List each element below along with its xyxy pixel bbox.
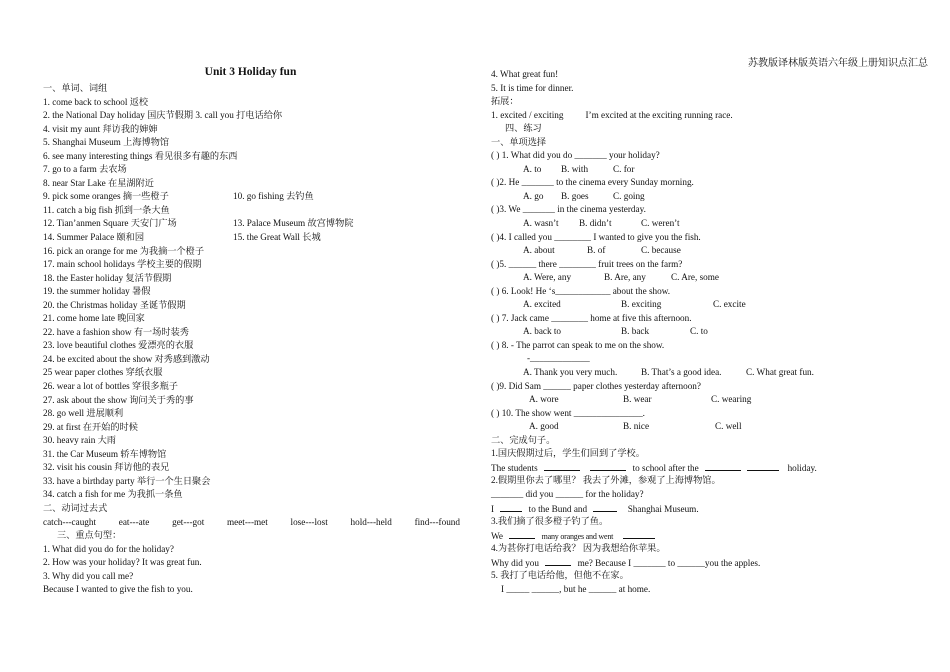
vocab-phrase: 27. ask about the show 询问关于秀的事 bbox=[43, 394, 194, 405]
mc-question: ( )4. I called you ________ I wanted to give you the fish. bbox=[491, 231, 701, 242]
vocab-item bbox=[43, 326, 473, 340]
answer-blank[interactable] bbox=[544, 461, 580, 471]
vocab-item bbox=[43, 109, 473, 123]
vocab-item bbox=[43, 339, 473, 353]
section-heading-sentences: 三、重点句型： bbox=[57, 530, 122, 541]
vocab-item bbox=[43, 475, 473, 489]
complete-q2-en: _______ did you ______ for the holiday? bbox=[491, 488, 644, 499]
sentence-part: holiday. bbox=[787, 462, 817, 473]
vocab-phrase: 14. Summer Palace 颐和园 bbox=[43, 232, 145, 243]
vocab-item bbox=[43, 204, 473, 218]
vocab-phrase: 13. Palace Museum 故宫博物院 bbox=[233, 218, 354, 229]
vocab-item bbox=[43, 312, 473, 326]
sentence-part: The students bbox=[491, 462, 538, 473]
answer-blank[interactable] bbox=[509, 529, 535, 539]
vocab-item bbox=[43, 245, 473, 259]
vocab-phrase: 19. the summer holiday 暑假 bbox=[43, 286, 151, 297]
complete-heading: 二、完成句子。 bbox=[491, 434, 556, 445]
mc-question: ( )9. Did Sam ______ paper clothes yesterday afternoon? bbox=[491, 380, 701, 391]
vocab-phrase: 22. have a fashion show 有一场时装秀 bbox=[43, 326, 189, 337]
vocab-phrase: 31. the Car Museum 轿车博物馆 bbox=[43, 448, 167, 459]
mc-option[interactable]: A. excited bbox=[523, 299, 561, 310]
answer-blank[interactable] bbox=[593, 502, 617, 512]
vocab-phrase: 1. come back to school 返校 bbox=[43, 96, 149, 107]
vocab-phrase: 4. visit my aunt 拜访我的婶婶 bbox=[43, 123, 158, 134]
vocab-phrase: 32. visit his cousin 拜访他的表兄 bbox=[43, 462, 170, 473]
vocab-item bbox=[43, 136, 473, 150]
mc-option[interactable]: C. weren’t bbox=[641, 218, 680, 229]
mc-options bbox=[491, 217, 931, 231]
vocab-phrase: 10. go fishing 去钓鱼 bbox=[233, 191, 314, 202]
vocab-item bbox=[43, 353, 473, 367]
vocab-item bbox=[43, 407, 473, 421]
multiple-choice-list bbox=[491, 149, 931, 433]
mc-option[interactable]: A. Thank you very much. bbox=[523, 367, 618, 378]
vocab-item bbox=[43, 123, 473, 137]
mc-option[interactable]: B. wear bbox=[623, 394, 652, 405]
mc-question: ( )3. We _______ in the cinema yesterday. bbox=[491, 204, 646, 215]
vocab-phrase: 9. pick some oranges 摘一些橙子 bbox=[43, 191, 169, 202]
mc-option[interactable]: C. What great fun. bbox=[746, 367, 814, 378]
vocab-phrase: 17. main school holidays 学校主要的假期 bbox=[43, 259, 202, 270]
vocab-phrase: 6. see many interesting things 看见很多有趣的东西 bbox=[43, 150, 238, 161]
verb-forms-row bbox=[43, 516, 460, 530]
mc-option[interactable]: C. going bbox=[613, 190, 645, 201]
sentence-part: Shanghai Museum. bbox=[627, 503, 699, 514]
vocab-item bbox=[43, 488, 473, 502]
vocab-phrase: 29. at first 在开始的时候 bbox=[43, 421, 138, 432]
vocab-phrase: 30. heavy rain 大雨 bbox=[43, 435, 116, 446]
complete-q4-cn: 4.为甚你打电话给我？ 因为我想给你苹果。 bbox=[491, 543, 666, 554]
mc-option[interactable]: C. wearing bbox=[711, 394, 752, 405]
mc-option[interactable]: B. of bbox=[587, 245, 606, 256]
vocab-item bbox=[43, 448, 473, 462]
mc-option[interactable]: B. That’s a good idea. bbox=[641, 367, 722, 378]
verb-past-form: eat---ate bbox=[118, 516, 150, 527]
verb-past-form: get---got bbox=[172, 516, 205, 527]
mc-option[interactable]: A. wore bbox=[529, 394, 559, 405]
mc-option[interactable]: A. go bbox=[523, 190, 544, 201]
vocab-item bbox=[43, 163, 473, 177]
vocab-item bbox=[43, 366, 473, 380]
vocab-item bbox=[43, 150, 473, 164]
mc-question: ( )2. He _______ to the cinema every Sunday morning. bbox=[491, 177, 694, 188]
complete-q4-en bbox=[491, 556, 931, 570]
vocab-phrase: 34. catch a fish for me 为我抓一条鱼 bbox=[43, 489, 183, 500]
mc-option[interactable]: A. wasn’t bbox=[523, 218, 559, 229]
verb-past-form: find---found bbox=[414, 516, 460, 527]
answer-blank[interactable] bbox=[590, 461, 626, 471]
vocab-phrase: 18. the Easter holiday 复活节假期 bbox=[43, 272, 172, 283]
mc-option[interactable]: B. back bbox=[621, 326, 650, 337]
sentence-part: We bbox=[491, 530, 504, 541]
vocab-phrase: 2. the National Day holiday 国庆节假期 3. call you 打电话给你 bbox=[43, 110, 283, 121]
key-sentence: 2. How was your holiday? It was great fun. bbox=[43, 557, 202, 568]
mc-option[interactable]: B. didn’t bbox=[579, 218, 612, 229]
key-sentence: 1. What did you do for the holiday? bbox=[43, 543, 174, 554]
mc-options bbox=[491, 420, 931, 434]
sentence-part: me? Because I _______ to ______you the apples. bbox=[577, 557, 761, 568]
vocab-item bbox=[43, 285, 473, 299]
complete-q1-en bbox=[491, 461, 931, 475]
mc-options bbox=[491, 366, 931, 380]
answer-blank[interactable] bbox=[747, 461, 779, 471]
vocab-list bbox=[43, 96, 473, 502]
verb-past-form: meet---met bbox=[226, 516, 268, 527]
vocab-phrase: 21. come home late 晚回家 bbox=[43, 313, 145, 324]
vocab-item bbox=[43, 461, 473, 475]
extend-line bbox=[491, 109, 931, 123]
mc-question: ( )5. ______ there ________ fruit trees on the farm? bbox=[491, 258, 683, 269]
vocab-item bbox=[43, 217, 473, 231]
vocab-phrase: 26. wear a lot of bottles 穿很多瓶子 bbox=[43, 381, 178, 392]
sentence-part: many oranges and went bbox=[541, 531, 614, 541]
vocab-item bbox=[43, 394, 473, 408]
vocab-item bbox=[43, 258, 473, 272]
vocab-phrase: 20. the Christmas holiday 圣诞节假期 bbox=[43, 299, 186, 310]
complete-q3-en bbox=[491, 529, 931, 543]
vocab-phrase: 11. catch a big fish 抓到一条大鱼 bbox=[43, 204, 170, 215]
vocab-item bbox=[43, 434, 473, 448]
vocab-phrase: 28. go well 进展顺利 bbox=[43, 408, 124, 419]
vocab-phrase: 7. go to a farm 去农场 bbox=[43, 164, 127, 175]
complete-q5-cn: 5. 我打了电话给他，但他不在家。 bbox=[491, 570, 629, 581]
verb-past-form: hold---held bbox=[350, 516, 392, 527]
section-heading-verbs: 二、动词过去式 bbox=[43, 502, 108, 513]
complete-q5-en: I _____ ______, but he ______ at home. bbox=[501, 583, 651, 594]
mc-response-blank: -_____________ bbox=[527, 353, 590, 364]
vocab-phrase: 12. Tian’anmen Square 天安门广场 bbox=[43, 218, 177, 229]
mc-question: ( ) 10. The show went _______________. bbox=[491, 407, 645, 418]
key-sentence: Because I wanted to give the fish to you. bbox=[43, 584, 193, 595]
vocab-phrase: 15. the Great Wall 长城 bbox=[233, 232, 321, 243]
answer-blank[interactable] bbox=[705, 461, 741, 471]
vocab-item bbox=[43, 177, 473, 191]
mc-option[interactable]: B. nice bbox=[623, 421, 650, 432]
mc-options bbox=[491, 298, 931, 312]
mc-option[interactable]: A. good bbox=[529, 421, 559, 432]
extend-example: I’m excited at the exciting running race. bbox=[585, 109, 733, 120]
mc-option[interactable]: C. excite bbox=[713, 299, 746, 310]
vocab-item bbox=[43, 190, 473, 204]
vocab-phrase: 24. be excited about the show 对秀感到激动 bbox=[43, 353, 210, 364]
answer-blank[interactable] bbox=[623, 529, 655, 539]
vocab-item bbox=[43, 299, 473, 313]
mc-option[interactable]: C. because bbox=[641, 245, 681, 256]
extend-heading: 拓展： bbox=[491, 96, 519, 107]
vocab-item bbox=[43, 421, 473, 435]
mc-option[interactable]: A. to bbox=[523, 163, 542, 174]
vocab-phrase: 23. love beautiful clothes 爱漂亮的衣服 bbox=[43, 340, 194, 351]
answer-blank[interactable] bbox=[500, 502, 522, 512]
mc-heading: 一、单项选择 bbox=[491, 136, 547, 147]
mc-options bbox=[491, 244, 931, 258]
mc-option[interactable]: B. Are, any bbox=[604, 272, 646, 283]
mc-option[interactable]: B. exciting bbox=[621, 299, 662, 310]
page-header: 苏教版译林版英语六年级上册知识点汇总 bbox=[748, 58, 928, 69]
sentence-part: Why did you bbox=[491, 557, 539, 568]
vocab-phrase: 5. Shanghai Museum 上海博物馆 bbox=[43, 137, 170, 148]
mc-option[interactable]: A. back to bbox=[523, 326, 562, 337]
mc-option[interactable]: C. Are, some bbox=[671, 272, 719, 283]
mc-question: ( ) 1. What did you do _______ your holiday? bbox=[491, 150, 660, 161]
vocab-phrase: 33. have a birthday party 举行一个生日聚会 bbox=[43, 475, 211, 486]
complete-q2-cn: 2.假期里你去了哪里？ 我去了外滩，参观了上海博物馆。 bbox=[491, 475, 721, 486]
mc-options bbox=[491, 393, 931, 407]
mc-option[interactable]: B. goes bbox=[561, 190, 589, 201]
right-column bbox=[491, 68, 931, 596]
unit-title: Unit 3 Holiday fun bbox=[204, 66, 297, 78]
mc-question: ( ) 7. Jack came ________ home at five this afternoon. bbox=[491, 312, 692, 323]
practice-heading: 四、练习 bbox=[505, 123, 542, 134]
key-sentence: 3. Why did you call me? bbox=[43, 570, 134, 581]
mc-options bbox=[491, 163, 931, 177]
left-column bbox=[43, 64, 473, 597]
mc-option[interactable]: C. well bbox=[715, 421, 742, 432]
complete-q3-cn: 3.我们摘了很多橙子钓了鱼。 bbox=[491, 516, 609, 527]
key-sentence: 4. What great fun! bbox=[491, 69, 559, 79]
mc-options bbox=[491, 325, 931, 339]
sentence-part: I bbox=[491, 503, 495, 514]
section-heading-vocab: 一、单词、词组 bbox=[43, 83, 108, 93]
mc-option[interactable]: C. for bbox=[613, 163, 635, 174]
mc-option[interactable]: B. with bbox=[561, 163, 589, 174]
vocab-item bbox=[43, 231, 473, 245]
complete-q2-answer bbox=[491, 502, 931, 516]
key-sentence: 5. It is time for dinner. bbox=[491, 82, 574, 93]
complete-q1-cn: 1.国庆假期过后，学生们回到了学校。 bbox=[491, 448, 645, 459]
verb-past-form: catch---caught bbox=[43, 516, 97, 527]
vocab-item bbox=[43, 380, 473, 394]
sentence-part: to school after the bbox=[632, 462, 699, 473]
answer-blank[interactable] bbox=[545, 556, 571, 566]
mc-question: ( ) 6. Look! He ‘s____________ about the show. bbox=[491, 285, 671, 296]
mc-option[interactable]: A. Were, any bbox=[523, 272, 572, 283]
vocab-item bbox=[43, 272, 473, 286]
vocab-item bbox=[43, 96, 473, 110]
mc-options bbox=[491, 190, 931, 204]
vocab-phrase: 8. near Star Lake 在星湖附近 bbox=[43, 177, 154, 188]
vocab-phrase: 25 wear paper clothes 穿纸衣服 bbox=[43, 367, 163, 378]
verb-past-form: lose---lost bbox=[290, 516, 328, 527]
mc-option[interactable]: C. to bbox=[690, 326, 708, 337]
mc-option[interactable]: A. about bbox=[523, 245, 555, 256]
mc-options bbox=[491, 271, 931, 285]
vocab-phrase: 16. pick an orange for me 为我摘一个橙子 bbox=[43, 245, 205, 256]
mc-question: ( ) 8. - The parrot can speak to me on the show. bbox=[491, 339, 665, 350]
sentence-part: to the Bund and bbox=[528, 503, 588, 514]
extend-words: 1. excited / exciting bbox=[491, 109, 564, 120]
